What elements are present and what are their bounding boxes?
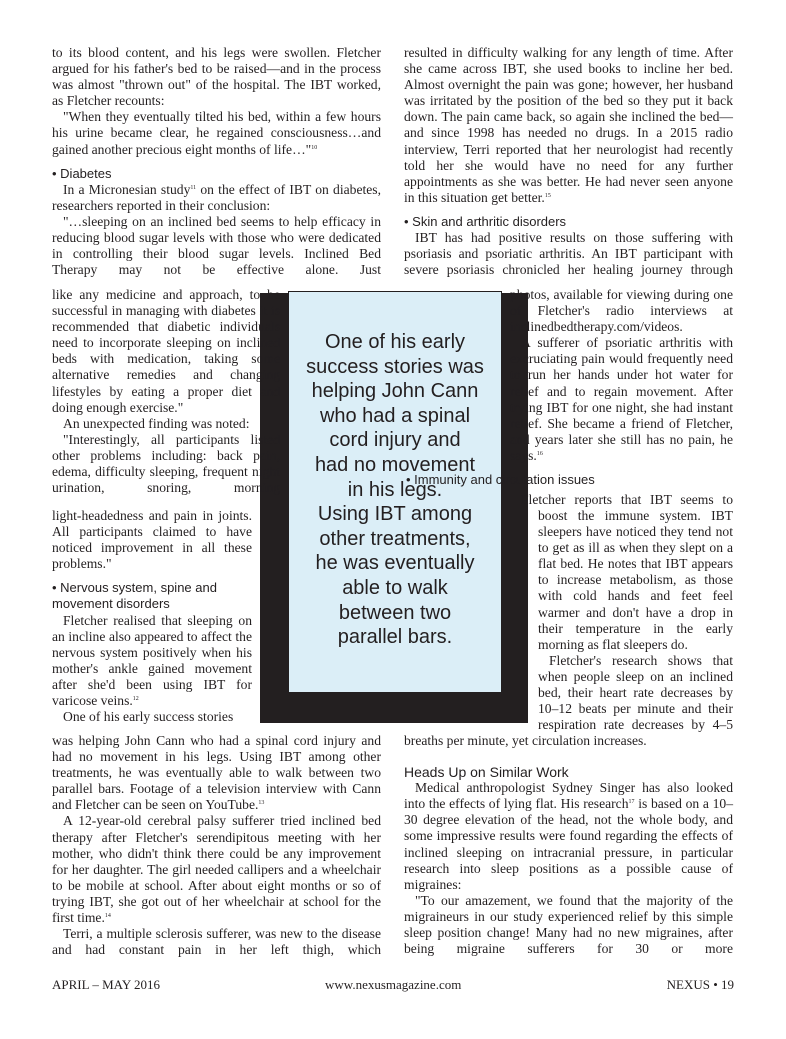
- text: was helping John Cann who had a spinal cord injury and had no movement in his legs. Using IBT among other treatments, he was eventually able to walk between two parallel bars. Footage of a television interview with Cann and Fletcher can be seen on YouTube.: [52, 733, 381, 813]
- quote-text: "When they eventually tilted his bed, within a few hours his urine became clear, he regained consciousness…and gained another precious eight months of life…": [52, 109, 381, 157]
- text: Medical anthropologist Sydney Singer has also looked into the effects of lying flat. His research: [404, 780, 733, 812]
- quote-paragraph: "…sleeping on an inclined bed seems to help efficacy in reducing blood sugar levels with those who were dedicated in controlling their blood sugar levels. Inclined Bed Therapy may not be effective alone. Just: [52, 213, 381, 278]
- pull-quote-line: in his legs.: [347, 478, 443, 501]
- footer-page-number: NEXUS • 19: [666, 977, 734, 992]
- pull-quote-box: [288, 291, 502, 693]
- pull-quote-line: between two: [338, 601, 452, 624]
- paragraph: Fletcher's research shows that when people sleep on an inclined bed, their heart rate decreases by 10–12 beats per minute and their respiration rate decreases by 4–5: [538, 652, 733, 733]
- pull-quote-line: Using IBT among: [317, 503, 473, 526]
- text: on the effect of IBT on diabetes, researchers reported in their conclusion:: [52, 181, 381, 213]
- paragraph: photos, available for viewing during one of Fletcher's radio interviews at inclinedbedtherapy.com/videos.: [510, 287, 733, 335]
- paragraph-end: breaths per minute, yet circulation increases.: [404, 733, 647, 748]
- footnote-ref: 12: [132, 696, 139, 703]
- section-heading-immunity: • Immunity and circulation issues: [406, 472, 595, 488]
- right-column-bottom: [404, 733, 733, 957]
- paragraph: [52, 613, 252, 710]
- footnote-ref: 16: [536, 450, 543, 457]
- section-heading-nervous-2: movement disorders: [52, 596, 170, 612]
- pull-quote-line: he was eventually: [315, 552, 475, 575]
- footer-date: APRIL – MAY 2016: [52, 977, 160, 992]
- footnote-ref: 14: [104, 913, 111, 920]
- paragraph: [52, 813, 381, 926]
- paragraph: [404, 780, 733, 893]
- footer-website: www.nexusmagazine.com: [325, 977, 462, 992]
- left-column-wrap-1: [52, 287, 280, 496]
- pull-quote-line: other treatments,: [319, 527, 471, 550]
- paragraph: An unexpected finding was noted:: [63, 415, 250, 431]
- text: Fletcher realised that sleeping on an incline also appeared to affect the nervous system positively when his mother's ankle gained movement after she'd been using IBT for varicose veins.: [52, 612, 252, 709]
- right-column-imm-first: [510, 492, 733, 508]
- paragraph-start: Fletcher reports that IBT seems to: [521, 492, 733, 507]
- pull-quote-line: able to walk: [342, 576, 448, 599]
- pull-quote-line: parallel bars.: [337, 626, 453, 649]
- section-heading-diabetes: • Diabetes: [52, 165, 112, 181]
- left-column-wrap-2: [52, 508, 252, 725]
- pull-quote-line: who had a spinal: [319, 404, 471, 427]
- text: A 12-year-old cerebral palsy sufferer tried inclined bed therapy after Fletcher's serendipitous meeting with her mother, who didn't think there could be any improvement for her daughter. The girl needed callipers and a wheelchair to be mobile at school. After about eight months or so of trying IBT, she got out of her wheelchair at school for the first time.: [52, 813, 381, 926]
- footnote-ref: 17: [628, 799, 635, 806]
- footnote-ref: 10: [311, 144, 318, 151]
- section-heading-nervous: • Nervous system, spine and: [52, 580, 217, 596]
- right-column-wrap-1: [406, 287, 733, 488]
- paragraph: boost the immune system. IBT sleepers have noticed they tend not to get as ill as when they slept on a flat bed. He notes that IBT appears to increase metabolism, as those with cold hands and feet feel warmer and don't have a drop in their temperature in the early morning as flat sleepers do.: [538, 508, 733, 652]
- paragraph: [52, 733, 381, 813]
- pull-quote-line: helping John Cann: [311, 380, 479, 403]
- footnote-ref: 11: [190, 184, 197, 191]
- paragraph: [510, 335, 733, 464]
- paragraph: [52, 182, 381, 214]
- footnote-ref: 13: [258, 800, 265, 807]
- quote-paragraph: "To our amazement, we found that the majority of the migraineurs in our study experienced relief by this simple sleep position change! Many had no new migraines, after being migraine sufferers for 30 or more: [404, 892, 733, 957]
- paragraph: Terri, a multiple sclerosis sufferer, was new to the disease and had constant pain in her left thigh, which: [52, 926, 381, 958]
- pull-quote-text: [289, 330, 501, 650]
- text: In a Micronesian study: [63, 181, 191, 197]
- quote-paragraph: [52, 109, 381, 157]
- section-heading-heads-up: Heads Up on Similar Work: [404, 764, 569, 781]
- left-column-top: [52, 45, 381, 278]
- section-heading-skin: • Skin and arthritic disorders: [404, 213, 567, 229]
- quote-paragraph: light-headedness and pain in joints. All participants claimed to have noticed improvement in all these problems.": [52, 508, 252, 572]
- pull-quote-line: success stories was: [306, 355, 484, 378]
- paragraph: to its blood content, and his legs were swollen. Fletcher argued for his father's bed to be raised—and in the process was almost "thrown out" of the hospital. The IBT worked, as Fletcher recounts:: [52, 45, 381, 109]
- pull-quote-line: had no movement: [314, 453, 476, 476]
- pull-quote-line: One of his early: [324, 331, 466, 353]
- quote-paragraph: like any medicine and approach, to be successful in managing with diabetes it is recommended that diabetic individuals need to incorporate sleeping on inclined beds with medication, taking some alternative remedies and changing lifestyles by eating a proper diet and doing enough exercise.": [52, 287, 280, 415]
- paragraph: IBT has had positive results on those suffering with psoriasis and psoriatic arthritis. An IBT participant with severe psoriasis chronicled her healing journey through: [404, 230, 733, 278]
- text: is based on a 10–30 degree elevation of the head, not the whole body, and some impressive results were found regarding the effects of inclined sleeping on intracranial pressure, in particular research into sleep positions as a possible cause of migraines:: [404, 796, 733, 892]
- quote-paragraph: "Interestingly, all participants listed other problems including: back pain, edema, difficulty sleeping, frequent night urination, snoring, morning: [52, 431, 280, 496]
- right-column-wrap-2: [538, 508, 733, 733]
- right-column-top: [404, 45, 733, 278]
- text: A sufferer of psoriatic arthritis with excruciating pain would frequently need to run her hands under hot water for relief and to regain movement. After trying IBT for one night, she had instant relief. She became a friend of Fletcher, and years later she still has no pain, he says.: [510, 335, 733, 463]
- paragraph: [404, 45, 733, 206]
- text: resulted in difficulty walking for any length of time. After she came across IBT, she used books to incline her bed. Almost overnight the pain was gone; however, her husband was irritated by the position of the bed so they put it back down. The pain came back, so again she inclined the bed—and since 1998 has needed no drugs. In a 2015 radio interview, Terri reported that her neurologist had recently told her she would have no need for any further appointments as she was better. He had never seen anyone in this situation get better.: [404, 45, 733, 205]
- paragraph-start: One of his early success stories: [63, 709, 234, 725]
- footnote-ref: 15: [544, 192, 551, 199]
- pull-quote-line: cord injury and: [329, 429, 461, 452]
- left-column-bottom: [52, 733, 381, 958]
